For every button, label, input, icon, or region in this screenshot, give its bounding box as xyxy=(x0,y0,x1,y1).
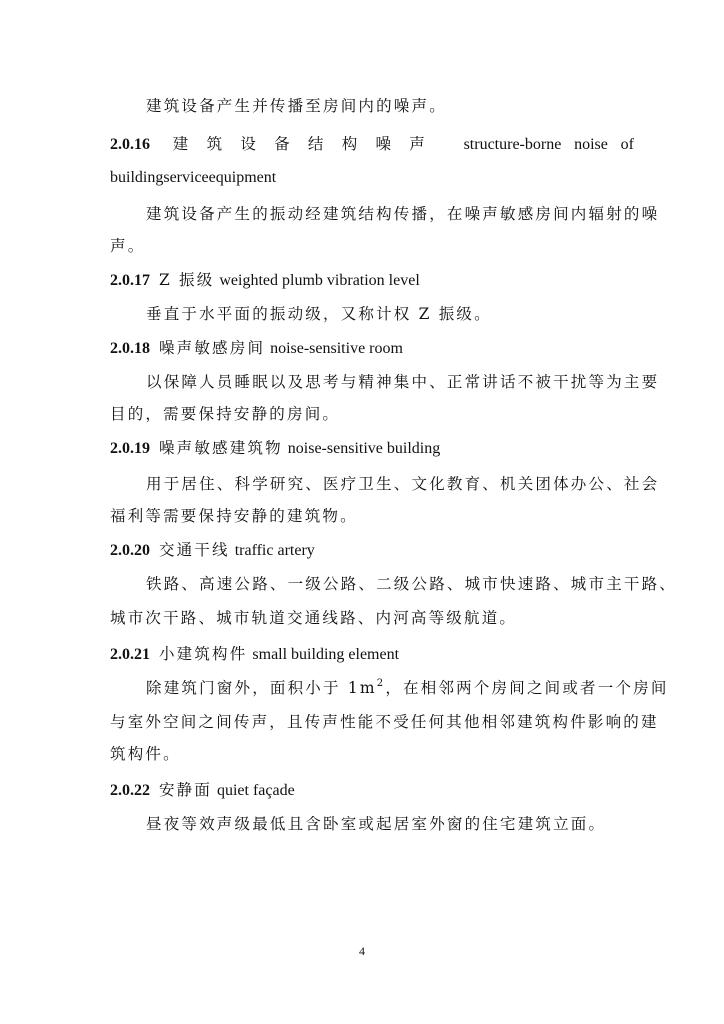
term-number: 2.0.17 xyxy=(110,272,150,289)
term-chinese-name: 交通干线 xyxy=(158,541,230,559)
term-heading-2-0-19 xyxy=(110,438,634,459)
term-english-name: weighted plumb vibration level xyxy=(219,272,420,289)
term-heading-2-0-17 xyxy=(110,270,634,291)
term-definition-line: 垂直于水平面的振动级，又称计权 Z 振级。 xyxy=(146,305,492,323)
term-number: 2.0.22 xyxy=(110,782,150,799)
term-chinese-name: 噪声敏感房间 xyxy=(158,339,266,357)
term-definition-line: 用于居住、科学研究、医疗卫生、文化教育、机关团体办公、社会 xyxy=(146,475,660,493)
page-number: 4 xyxy=(359,944,365,958)
term-definition-line: 声。 xyxy=(110,237,146,255)
term-definition-line: 除建筑门窗外，面积小于 $1m^2$，在相邻两个房间之间或者一个房间 xyxy=(146,678,669,697)
term-english-name: quiet façade xyxy=(216,782,295,799)
previous-definition-tail: 建筑设备产生并传播至房间内的噪声。 xyxy=(146,97,447,115)
term-number: 2.0.19 xyxy=(110,440,150,457)
term-heading-2-0-18 xyxy=(110,338,634,359)
term-english-name: small building element xyxy=(252,646,400,663)
term-definition-line: 福利等需要保持安静的建筑物。 xyxy=(110,507,358,525)
term-english-word: structure-borne xyxy=(463,136,562,153)
term-definition-line: 城市次干路、城市轨道交通线路、内河高等级航道。 xyxy=(110,609,518,627)
term-english-name: traffic artery xyxy=(234,542,315,559)
term-definition-line: 目的，需要保持安静的房间。 xyxy=(110,405,341,423)
term-heading-2-0-21 xyxy=(110,644,634,665)
term-number: 2.0.20 xyxy=(110,542,150,559)
term-definition-line: 以保障人员睡眠以及思考与精神集中、正常讲话不被干扰等为主要 xyxy=(146,373,660,391)
term-english-name: noise-sensitive room xyxy=(270,340,403,357)
term-definition-line: 与室外空间之间传声，且传声性能不受任何其他相邻建筑构件影响的建 xyxy=(110,713,659,731)
term-chinese-name: Z 振级 xyxy=(158,271,215,289)
term-chinese-name: 建 筑 设 备 结 构 噪 声 xyxy=(172,135,425,153)
term-heading-2-0-16 xyxy=(110,134,634,155)
term-number: 2.0.18 xyxy=(110,340,150,357)
term-number: 2.0.16 xyxy=(110,136,150,153)
term-definition-line: 筑构件。 xyxy=(110,745,181,763)
term-heading-2-0-20 xyxy=(110,540,634,561)
term-number: 2.0.21 xyxy=(110,646,150,663)
term-definition-line: 建筑设备产生的振动经建筑结构传播，在噪声敏感房间内辐射的噪 xyxy=(146,205,660,223)
term-definition-line: 昼夜等效声级最低且含卧室或起居室外窗的住宅建筑立面。 xyxy=(146,815,607,833)
term-heading-2-0-22 xyxy=(110,780,634,801)
term-definition-line: 铁路、高速公路、一级公路、二级公路、城市快速路、城市主干路、 xyxy=(146,575,678,593)
term-chinese-name: 噪声敏感建筑物 xyxy=(158,439,283,457)
term-english-word: of xyxy=(620,136,634,153)
term-english-continuation: buildingserviceequipment xyxy=(110,169,277,186)
term-english-name: noise-sensitive building xyxy=(287,440,441,457)
superscript-2: 2 xyxy=(376,678,386,689)
term-chinese-name: 安静面 xyxy=(158,781,213,799)
term-english-word: noise xyxy=(574,136,608,153)
term-chinese-name: 小建筑构件 xyxy=(158,645,248,663)
